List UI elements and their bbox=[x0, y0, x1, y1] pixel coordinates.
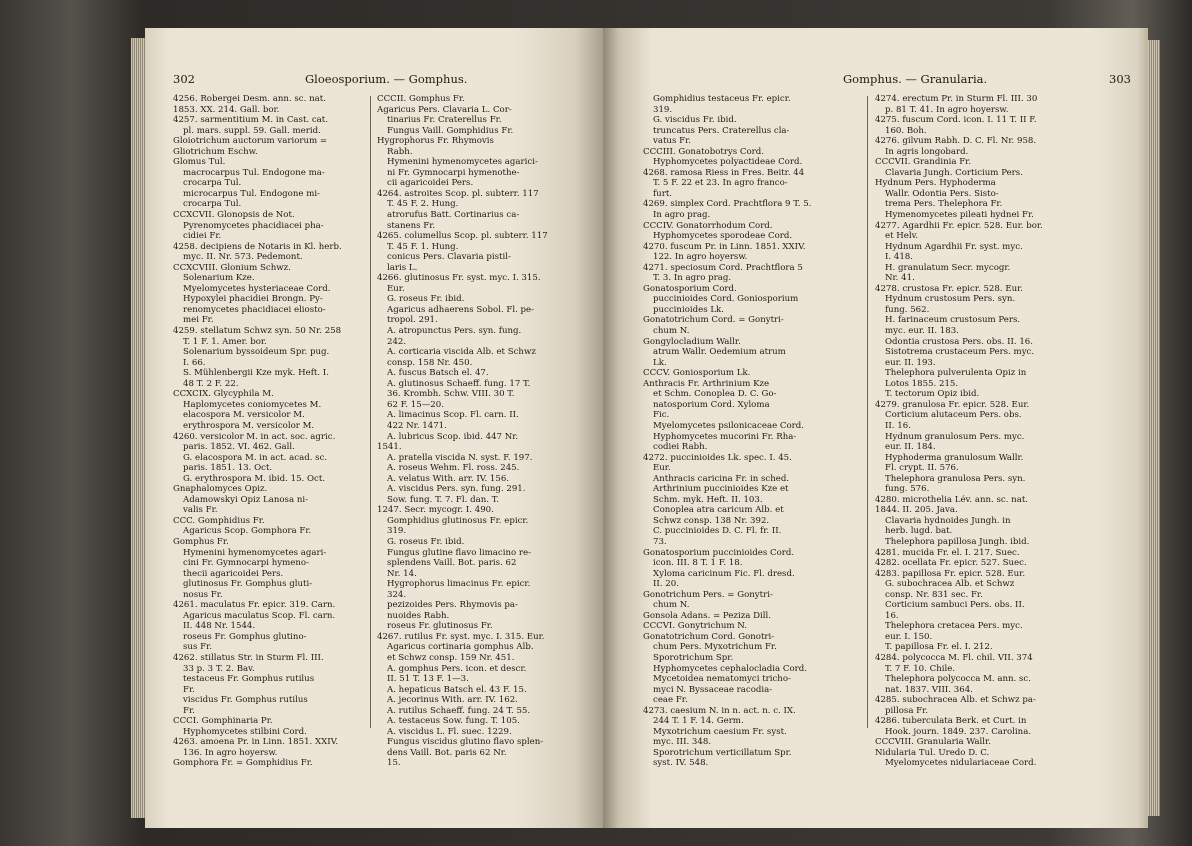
text-line: nat. 1837. VIII. 364. bbox=[885, 684, 973, 695]
text-line: viscidus Fr. Gomphus rutilus bbox=[183, 695, 308, 706]
text-line: Hypoxylei phacidiei Brongn. Py- bbox=[183, 294, 323, 305]
text-line: CCCIII. Gonatobotrys Cord. bbox=[643, 146, 765, 157]
text-line: Fungus Vaill. Gomphidius Fr. bbox=[387, 125, 514, 136]
text-line: Anthracis Fr. Arthrinium Kze bbox=[643, 378, 770, 389]
text-line: thecii agaricoidei Pers. bbox=[183, 568, 284, 579]
text-line: roseus Fr. glutinosus Fr. bbox=[387, 621, 493, 632]
text-line: renomycetes phacidiacei eliosto- bbox=[183, 304, 326, 315]
left-column-a bbox=[173, 94, 365, 769]
text-line: Gomphus Fr. bbox=[173, 536, 229, 547]
text-line: chum N. bbox=[653, 326, 690, 337]
text-line: Thelephora papillosa Jungh. ibid. bbox=[885, 536, 1030, 547]
text-line: pl. mars. suppl. 59. Gall. merid. bbox=[183, 125, 321, 136]
text-line: paris. 1851. 13. Oct. bbox=[183, 463, 273, 474]
text-line: Hyphomycetes polyactideae Cord. bbox=[653, 157, 803, 168]
text-line: Thelephora pulverulenta Opiz in bbox=[885, 368, 1027, 379]
text-line: Hyphomycetes sporodeae Cord. bbox=[653, 231, 793, 242]
text-line: Arthrinium puccinioides Kze et bbox=[653, 484, 789, 495]
open-book bbox=[145, 28, 1148, 828]
text-line: H. granulatum Secr. mycogr. bbox=[885, 262, 1011, 273]
text-line: CCCVIII. Granularia Wallr. bbox=[875, 737, 991, 748]
text-line: C. puccinioides D. C. Fl. fr. II. bbox=[653, 526, 782, 537]
text-line: et Helv. bbox=[885, 231, 919, 242]
text-line: cini Fr. Gymnocarpi hymeno- bbox=[183, 558, 310, 569]
text-line: A. testaceus Sow. fung. T. 105. bbox=[387, 716, 520, 727]
text-line: Hymenini hymenomycetes agari- bbox=[183, 547, 327, 558]
text-line: 244 T. 1 F. 14. Germ. bbox=[653, 716, 744, 727]
text-line: Fr. bbox=[183, 705, 195, 716]
text-line: 4278. crustosa Fr. epicr. 528. Eur. bbox=[875, 283, 1024, 294]
text-line: Hydnum granulosum Pers. myc. bbox=[885, 431, 1025, 442]
text-line: 4271. speciosum Cord. Prachtflora 5 bbox=[643, 262, 803, 273]
text-line: conicus Pers. Clavaria pistil- bbox=[387, 252, 511, 263]
text-line: Fr. bbox=[183, 684, 195, 695]
text-line: Hydnum Pers. Hyphoderma bbox=[875, 178, 996, 189]
left-running-head: Gloeosporium. — Gomphus. bbox=[305, 72, 468, 86]
text-line: T. 3. In agro prag. bbox=[653, 273, 732, 284]
text-line: Fungus viscidus glutino flavo splen- bbox=[387, 737, 544, 748]
text-line: 136. In agro hoyersw. bbox=[183, 747, 278, 758]
text-line: Sporotrichum verticillatum Spr. bbox=[653, 747, 792, 758]
text-line: codiei Rabh. bbox=[653, 442, 708, 453]
text-line: 4284. polycocca M. Fl. chil. VII. 374 bbox=[875, 652, 1033, 663]
text-line: II. 51 T. 13 F. 1—3. bbox=[387, 674, 469, 685]
text-line: A. glutinosus Schaeff. fung. 17 T. bbox=[387, 378, 531, 389]
text-line: 4263. amoena Pr. in Linn. 1851. XXIV. bbox=[173, 737, 339, 748]
text-line: 4277. Agardhii Fr. epicr. 528. Eur. bor. bbox=[875, 220, 1043, 231]
text-line: laris L. bbox=[387, 262, 418, 273]
text-line: Gonatotrichum Cord. = Gonytri- bbox=[643, 315, 784, 326]
text-line: 4274. erectum Pr. in Sturm Fl. III. 30 bbox=[875, 94, 1038, 104]
text-line: G. erythrospora M. ibid. 15. Oct. bbox=[183, 473, 326, 484]
text-line: 4265. columellus Scop. pl. subterr. 117 bbox=[377, 231, 548, 242]
text-line: 62 F. 15—20. bbox=[387, 399, 444, 410]
text-line: Odontia crustosa Pers. obs. II. 16. bbox=[885, 336, 1034, 347]
text-line: dens Vaill. Bot. paris 62 Nr. bbox=[387, 747, 507, 758]
text-line: myci N. Byssaceae racodia- bbox=[653, 684, 773, 695]
text-line: Hydnum crustosum Pers. syn. bbox=[885, 294, 1016, 305]
text-line: 4281. mucida Fr. el. I. 217. Suec. bbox=[875, 547, 1020, 558]
text-line: 324. bbox=[387, 589, 407, 600]
text-line: 73. bbox=[653, 536, 667, 547]
text-line: 36. Krombh. Schw. VIII. 30 T. bbox=[387, 389, 515, 400]
text-line: Hyphomycetes mucorini Fr. Rha- bbox=[653, 431, 797, 442]
text-line: pezizoides Pers. Rhymovis pa- bbox=[387, 600, 518, 611]
text-line: macrocarpus Tul. Endogone ma- bbox=[183, 167, 325, 178]
text-line: 4270. fuscum Pr. in Linn. 1851. XXIV. bbox=[643, 241, 806, 252]
text-line: H. farinaceum crustosum Pers. bbox=[885, 315, 1021, 326]
text-line: Pyrenomycetes phacidiacei pha- bbox=[183, 220, 324, 231]
text-line: Clavaria Jungh. Corticium Pers. bbox=[885, 167, 1023, 178]
text-line: T. papillosa Fr. el. I. 212. bbox=[885, 642, 993, 653]
text-line: 4264. astroites Scop. pl. subterr. 117 bbox=[377, 188, 539, 199]
text-line: myc. III. 348. bbox=[653, 737, 712, 748]
text-line: 4280. microthelia Lév. ann. sc. nat. bbox=[875, 494, 1029, 505]
text-line: vatus Fr. bbox=[653, 136, 691, 147]
text-line: elacospora M. versicolor M. bbox=[183, 410, 305, 421]
text-line: Hymenini hymenomycetes agarici- bbox=[387, 157, 538, 168]
text-line: atrum Wallr. Oedemium atrum bbox=[653, 347, 786, 358]
text-line: Hydnum Agardhii Fr. syst. myc. bbox=[885, 241, 1023, 252]
text-line: Eur. bbox=[653, 463, 671, 474]
text-line: Anthracis caricina Fr. in sched. bbox=[653, 473, 790, 484]
text-line: T. 45 F. 2. Hung. bbox=[387, 199, 459, 210]
text-line: A. viscidus Pers. syn. fung. 291. bbox=[387, 484, 526, 495]
text-line: Gonatotrichum Cord. Gonotri- bbox=[643, 631, 775, 642]
left-page-edges bbox=[131, 38, 145, 818]
text-line: ceae Fr. bbox=[653, 695, 688, 706]
text-line: myc. II. Nr. 573. Pedemont. bbox=[183, 252, 303, 263]
text-line: G. viscidus Fr. ibid. bbox=[653, 115, 737, 126]
text-line: 4266. glutinosus Fr. syst. myc. I. 315. bbox=[377, 273, 541, 284]
text-line: Sistotrema crustaceum Pers. myc. bbox=[885, 347, 1035, 358]
text-line: pillosa Fr. bbox=[885, 705, 929, 716]
text-line: 15. bbox=[387, 758, 401, 769]
text-line: 33 p. 3 T. 2. Bav. bbox=[183, 663, 255, 674]
text-line: consp. 158 Nr. 450. bbox=[387, 357, 473, 368]
text-line: Nidularia Tul. Uredo D. C. bbox=[875, 747, 990, 758]
text-line: Schwz consp. 138 Nr. 392. bbox=[653, 515, 770, 526]
text-line: erythrospora M. versicolor M. bbox=[183, 420, 315, 431]
text-line: CCXCVII. Glonopsis de Not. bbox=[173, 210, 295, 221]
text-line: Xyloma caricinum Fic. Fl. dresd. bbox=[653, 568, 795, 579]
text-line: T. 7 F. 10. Chile. bbox=[885, 663, 956, 674]
text-line: 422 Nr. 1471. bbox=[387, 420, 447, 431]
text-line: In agro prag. bbox=[653, 210, 711, 221]
text-line: splendens Vaill. Bot. paris. 62 bbox=[387, 558, 517, 569]
text-line: S. Mühlenbergii Kze myk. Heft. I. bbox=[183, 368, 329, 379]
text-line: CCCVI. Gonytrichum N. bbox=[643, 621, 747, 632]
right-page-edges bbox=[1148, 40, 1160, 816]
text-line: T. 45 F. 1. Hung. bbox=[387, 241, 459, 252]
text-line: Agaricus Scop. Gomphora Fr. bbox=[183, 526, 312, 537]
text-line: Schm. myk. Heft. II. 103. bbox=[653, 494, 763, 505]
text-line: nuoides Rabh. bbox=[387, 610, 450, 621]
text-line: Solenarium byssoideum Spr. pug. bbox=[183, 347, 330, 358]
text-line: eur. II. 184. bbox=[885, 442, 936, 453]
text-line: Solenarium Kze. bbox=[183, 273, 255, 284]
text-line: Gliotrichum Eschw. bbox=[173, 146, 258, 157]
text-line: truncatus Pers. Craterellus cla- bbox=[653, 125, 790, 136]
text-line: 1247. Secr. mycogr. I. 490. bbox=[377, 505, 494, 516]
text-line: Conoplea atra caricum Alb. et bbox=[653, 505, 784, 516]
text-line: Wallr. Odontia Pers. Sisto- bbox=[885, 188, 999, 199]
left-page bbox=[145, 28, 603, 828]
text-line: Mycetoidea nematomyci tricho- bbox=[653, 674, 791, 685]
text-line: Hook. journ. 1849. 237. Carolina. bbox=[885, 726, 1032, 737]
text-line: Adamowskyi Opiz Lanosa ni- bbox=[183, 494, 309, 505]
text-line: microcarpus Tul. Endogone mi- bbox=[183, 188, 321, 199]
text-line: Thelephora polycocca M. ann. sc. bbox=[885, 674, 1031, 685]
text-line: T. 1 F. 1. Amer. bor. bbox=[183, 336, 267, 347]
text-line: CCCIV. Gonatorrhodum Cord. bbox=[643, 220, 773, 231]
text-line: 319. bbox=[387, 526, 407, 537]
text-line: 4259. stellatum Schwz syn. 50 Nr. 258 bbox=[173, 326, 342, 337]
left-page-number: 302 bbox=[173, 72, 195, 86]
text-line: CCCVII. Grandinia Fr. bbox=[875, 157, 972, 168]
text-line: Corticium alutaceum Pers. obs. bbox=[885, 410, 1022, 421]
text-line: 4269. simplex Cord. Prachtflora 9 T. 5. bbox=[643, 199, 812, 210]
text-line: A. fuscus Batsch el. 47. bbox=[387, 368, 489, 379]
text-line: icon. III. 8 T. 1 F. 18. bbox=[653, 558, 743, 569]
text-line: 1844. II. 205. Java. bbox=[875, 505, 958, 516]
text-line: p. 81 T. 41. In agro hoyersw. bbox=[885, 104, 1009, 115]
text-line: 4261. maculatus Fr. epicr. 319. Carn. bbox=[173, 600, 336, 611]
right-column-rule bbox=[867, 96, 868, 728]
left-column-rule bbox=[370, 96, 371, 728]
text-line: valis Fr. bbox=[183, 505, 218, 516]
text-line: Corticium sambuci Pers. obs. II. bbox=[885, 600, 1025, 611]
text-line: In agris longobard. bbox=[885, 146, 969, 157]
text-line: 1853. XX. 214. Gall. bor. bbox=[173, 104, 280, 115]
text-line: 4268. ramosa Riess in Fres. Beitr. 44 bbox=[643, 167, 805, 178]
text-line: Sporotrichum Spr. bbox=[653, 652, 734, 663]
text-line: puccinioides Cord. Goniosporium bbox=[653, 294, 799, 305]
text-line: A. gomphus Pers. icon. et descr. bbox=[387, 663, 527, 674]
text-line: fung. 562. bbox=[885, 304, 930, 315]
text-line: atrorufus Batt. Cortinarius ca- bbox=[387, 210, 520, 221]
text-line: 4267. rutilus Fr. syst. myc. I. 315. Eur. bbox=[377, 631, 545, 642]
text-line: II. 20. bbox=[653, 579, 679, 590]
text-line: Agaricus maculatus Scop. Fl. carn. bbox=[183, 610, 336, 621]
text-line: eur. I. 150. bbox=[885, 631, 933, 642]
text-line: A. jecorinus With. arr. IV. 162. bbox=[387, 695, 518, 706]
text-line: Sow. fung. T. 7. Fl. dan. T. bbox=[387, 494, 499, 505]
text-line: A. velatus With. arr. IV. 156. bbox=[387, 473, 510, 484]
text-line: CCCV. Goniosporium Lk. bbox=[643, 368, 751, 379]
text-line: A. lubricus Scop. ibid. 447 Nr. bbox=[387, 431, 519, 442]
text-line: ni Fr. Gymnocarpi hymenothe- bbox=[387, 167, 520, 178]
text-line: sus Fr. bbox=[183, 642, 212, 653]
text-line: Gonatosporium Cord. bbox=[643, 283, 737, 294]
text-line: puccinioides Lk. bbox=[653, 304, 724, 315]
text-line: Hygrophorus Fr. Rhymovis bbox=[377, 136, 494, 147]
text-line: Gongylocladium Wallr. bbox=[643, 336, 741, 347]
text-line: Thelephora granulosa Pers. syn. bbox=[885, 473, 1026, 484]
text-line: roseus Fr. Gomphus glutino- bbox=[183, 631, 307, 642]
text-line: syst. IV. 548. bbox=[653, 758, 709, 769]
text-line: chum Pers. Myxotrichum Fr. bbox=[653, 642, 777, 653]
text-line: Gonotrichum Pers. = Gonytri- bbox=[643, 589, 773, 600]
text-line: Glomus Tul. bbox=[173, 157, 226, 168]
text-line: Thelephora cretacea Pers. myc. bbox=[885, 621, 1023, 632]
text-line: Lk. bbox=[653, 357, 667, 368]
text-line: G. subochracea Alb. et Schwz bbox=[885, 579, 1015, 590]
text-line: Gomphidius testaceus Fr. epicr. bbox=[653, 94, 791, 104]
text-line: 160. Boh. bbox=[885, 125, 927, 136]
text-line: 4283. papillosa Fr. epicr. 528. Eur. bbox=[875, 568, 1026, 579]
text-line: 4272. puccinioides Lk. spec. I. 45. bbox=[643, 452, 792, 463]
text-line: fung. 576. bbox=[885, 484, 930, 495]
text-line: Agaricus cortinaria gomphus Alb. bbox=[387, 642, 534, 653]
text-line: A. atropunctus Pers. syn. fung. bbox=[387, 326, 522, 337]
text-line: 319. bbox=[653, 104, 673, 115]
text-line: furt. bbox=[653, 188, 673, 199]
text-line: 4282. ocellata Fr. epicr. 527. Suec. bbox=[875, 558, 1027, 569]
text-line: I. 418. bbox=[885, 252, 913, 263]
right-running-head: Gomphus. — Granularia. bbox=[843, 72, 988, 86]
text-line: Fic. bbox=[653, 410, 670, 421]
text-line: Myxotrichum caesium Fr. syst. bbox=[653, 726, 787, 737]
text-line: 4258. decipiens de Notaris in Kl. herb. bbox=[173, 241, 342, 252]
text-line: Gonsola Adans. = Peziza Dill. bbox=[643, 610, 771, 621]
text-line: 4279. granulosa Fr. epicr. 528. Eur. bbox=[875, 399, 1030, 410]
text-line: 4256. Robergei Desm. ann. sc. nat. bbox=[173, 94, 326, 104]
text-line: A. corticaria viscida Alb. et Schwz bbox=[387, 347, 536, 358]
text-line: Gnaphalomyces Opiz. bbox=[173, 484, 268, 495]
text-line: tropol. 291. bbox=[387, 315, 438, 326]
left-column-b bbox=[377, 94, 577, 769]
text-line: A. pratella viscida N. syst. F. 197. bbox=[387, 452, 533, 463]
text-line: cidiei Fr. bbox=[183, 231, 222, 242]
text-line: Agaricus adhaerens Sobol. Fl. pe- bbox=[387, 304, 535, 315]
text-line: 122. In agro hoyersw. bbox=[653, 252, 748, 263]
text-line: Hymenomycetes pileati hydnei Fr. bbox=[885, 210, 1034, 221]
text-line: Agaricus Pers. Clavaria L. Cor- bbox=[377, 104, 512, 115]
text-line: Nr. 41. bbox=[885, 273, 915, 284]
text-line: myc. eur. II. 183. bbox=[885, 326, 959, 337]
text-line: Lotos 1855. 215. bbox=[885, 378, 959, 389]
text-line: 4260. versicolor M. in act. soc. agric. bbox=[173, 431, 336, 442]
text-line: cii agaricoidei Pers. bbox=[387, 178, 474, 189]
text-line: A. viscidus L. Fl. suec. 1229. bbox=[387, 726, 512, 737]
text-line: 242. bbox=[387, 336, 407, 347]
text-line: consp. Nr. 831 sec. Fr. bbox=[885, 589, 983, 600]
text-line: nosus Fr. bbox=[183, 589, 223, 600]
text-line: eur. II. 193. bbox=[885, 357, 936, 368]
text-line: herb. lugd. bat. bbox=[885, 526, 953, 537]
text-line: G. elacospora M. in act. acad. sc. bbox=[183, 452, 328, 463]
text-line: CCCII. Gomphus Fr. bbox=[377, 94, 465, 104]
right-column-b bbox=[875, 94, 1113, 769]
text-line: T. tectorum Opiz ibid. bbox=[885, 389, 980, 400]
text-line: Fungus glutine flavo limacino re- bbox=[387, 547, 532, 558]
text-line: CCXCVIII. Glonium Schwz. bbox=[173, 262, 291, 273]
text-line: CCC. Gomphidius Fr. bbox=[173, 515, 265, 526]
text-line: I. 66. bbox=[183, 357, 206, 368]
text-line: Hyphomycetes cephalocladia Cord. bbox=[653, 663, 808, 674]
text-line: et Schm. Conoplea D. C. Go- bbox=[653, 389, 777, 400]
right-column-a bbox=[643, 94, 861, 769]
text-line: 4275. fuscum Cord. icon. I. 11 T. II F. bbox=[875, 115, 1037, 126]
text-line: et Schwz consp. 159 Nr. 451. bbox=[387, 652, 515, 663]
text-line: natosporium Cord. Xyloma bbox=[653, 399, 770, 410]
text-line: A. rutilus Schaeff. fung. 24 T. 55. bbox=[387, 705, 531, 716]
text-line: 16. bbox=[885, 610, 899, 621]
text-line: Myelomycetes hysteriaceae Cord. bbox=[183, 283, 331, 294]
text-line: 4276. gilvum Rabh. D. C. Fl. Nr. 958. bbox=[875, 136, 1037, 147]
text-line: crocarpa Tul. bbox=[183, 178, 242, 189]
text-line: glutinosus Fr. Gomphus gluti- bbox=[183, 579, 313, 590]
text-line: Gloiotrichum auctorum variorum = bbox=[173, 136, 328, 147]
text-line: 48 T. 2 F. 22. bbox=[183, 378, 239, 389]
text-line: G. roseus Fr. ibid. bbox=[387, 536, 465, 547]
right-page-number: 303 bbox=[1109, 72, 1131, 86]
text-line: A. limacinus Scop. Fl. carn. II. bbox=[387, 410, 519, 421]
text-line: A. roseus Wehm. Fl. ross. 245. bbox=[387, 463, 520, 474]
text-line: G. roseus Fr. ibid. bbox=[387, 294, 465, 305]
text-line: mei Fr. bbox=[183, 315, 214, 326]
text-line: Gomphora Fr. = Gomphidius Fr. bbox=[173, 758, 313, 769]
right-page bbox=[603, 28, 1148, 828]
text-line: II. 16. bbox=[885, 420, 911, 431]
text-line: 1541. bbox=[377, 442, 402, 453]
text-line: Hygrophorus limacinus Fr. epicr. bbox=[387, 579, 531, 590]
text-line: 4262. stillatus Str. in Sturm Fl. III. bbox=[173, 652, 324, 663]
text-line: Hyphomycetes stilbini Cord. bbox=[183, 726, 307, 737]
text-line: Gomphidius glutinosus Fr. epicr. bbox=[387, 515, 529, 526]
text-line: II. 448 Nr. 1544. bbox=[183, 621, 256, 632]
text-line: 4285. subochracea Alb. et Schwz pa- bbox=[875, 695, 1036, 706]
text-line: Hyphoderma granulosum Wallr. bbox=[885, 452, 1024, 463]
text-line: Myelomycetes psilonicaceae Cord. bbox=[653, 420, 804, 431]
text-line: paris. 1852. VI. 462. Gall. bbox=[183, 442, 295, 453]
text-line: CCXCIX. Glycyphila M. bbox=[173, 389, 274, 400]
text-line: 4286. tuberculata Berk. et Curt. in bbox=[875, 716, 1027, 727]
text-line: testaceus Fr. Gomphus rutilus bbox=[183, 674, 315, 685]
text-line: Myelomycetes nidulariaceae Cord. bbox=[885, 758, 1037, 769]
text-line: stanens Fr. bbox=[387, 220, 436, 231]
text-line: Eur. bbox=[387, 283, 405, 294]
text-line: Haplomycetes coniomycetes M. bbox=[183, 399, 322, 410]
text-line: trema Pers. Thelephora Fr. bbox=[885, 199, 1003, 210]
text-line: 4273. caesium N. in n. act. n. c. IX. bbox=[643, 705, 796, 716]
text-line: Rabh. bbox=[387, 146, 413, 157]
text-line: T. 5 F. 22 et 23. In agro franco- bbox=[653, 178, 788, 189]
text-line: crocarpa Tul. bbox=[183, 199, 242, 210]
text-line: Fl. crypt. II. 576. bbox=[885, 463, 959, 474]
text-line: Nr. 14. bbox=[387, 568, 417, 579]
text-line: 4257. sarmentitium M. in Cast. cat. bbox=[173, 115, 328, 126]
text-line: tinarius Fr. Craterellus Fr. bbox=[387, 115, 502, 126]
text-line: Gonatosporium puccinioides Cord. bbox=[643, 547, 795, 558]
text-line: A. hepaticus Batsch el. 43 F. 15. bbox=[387, 684, 527, 695]
text-line: chum N. bbox=[653, 600, 690, 611]
text-line: CCCI. Gomphinaria Pr. bbox=[173, 716, 273, 727]
text-line: Clavaria hydnoides Jungh. in bbox=[885, 515, 1011, 526]
